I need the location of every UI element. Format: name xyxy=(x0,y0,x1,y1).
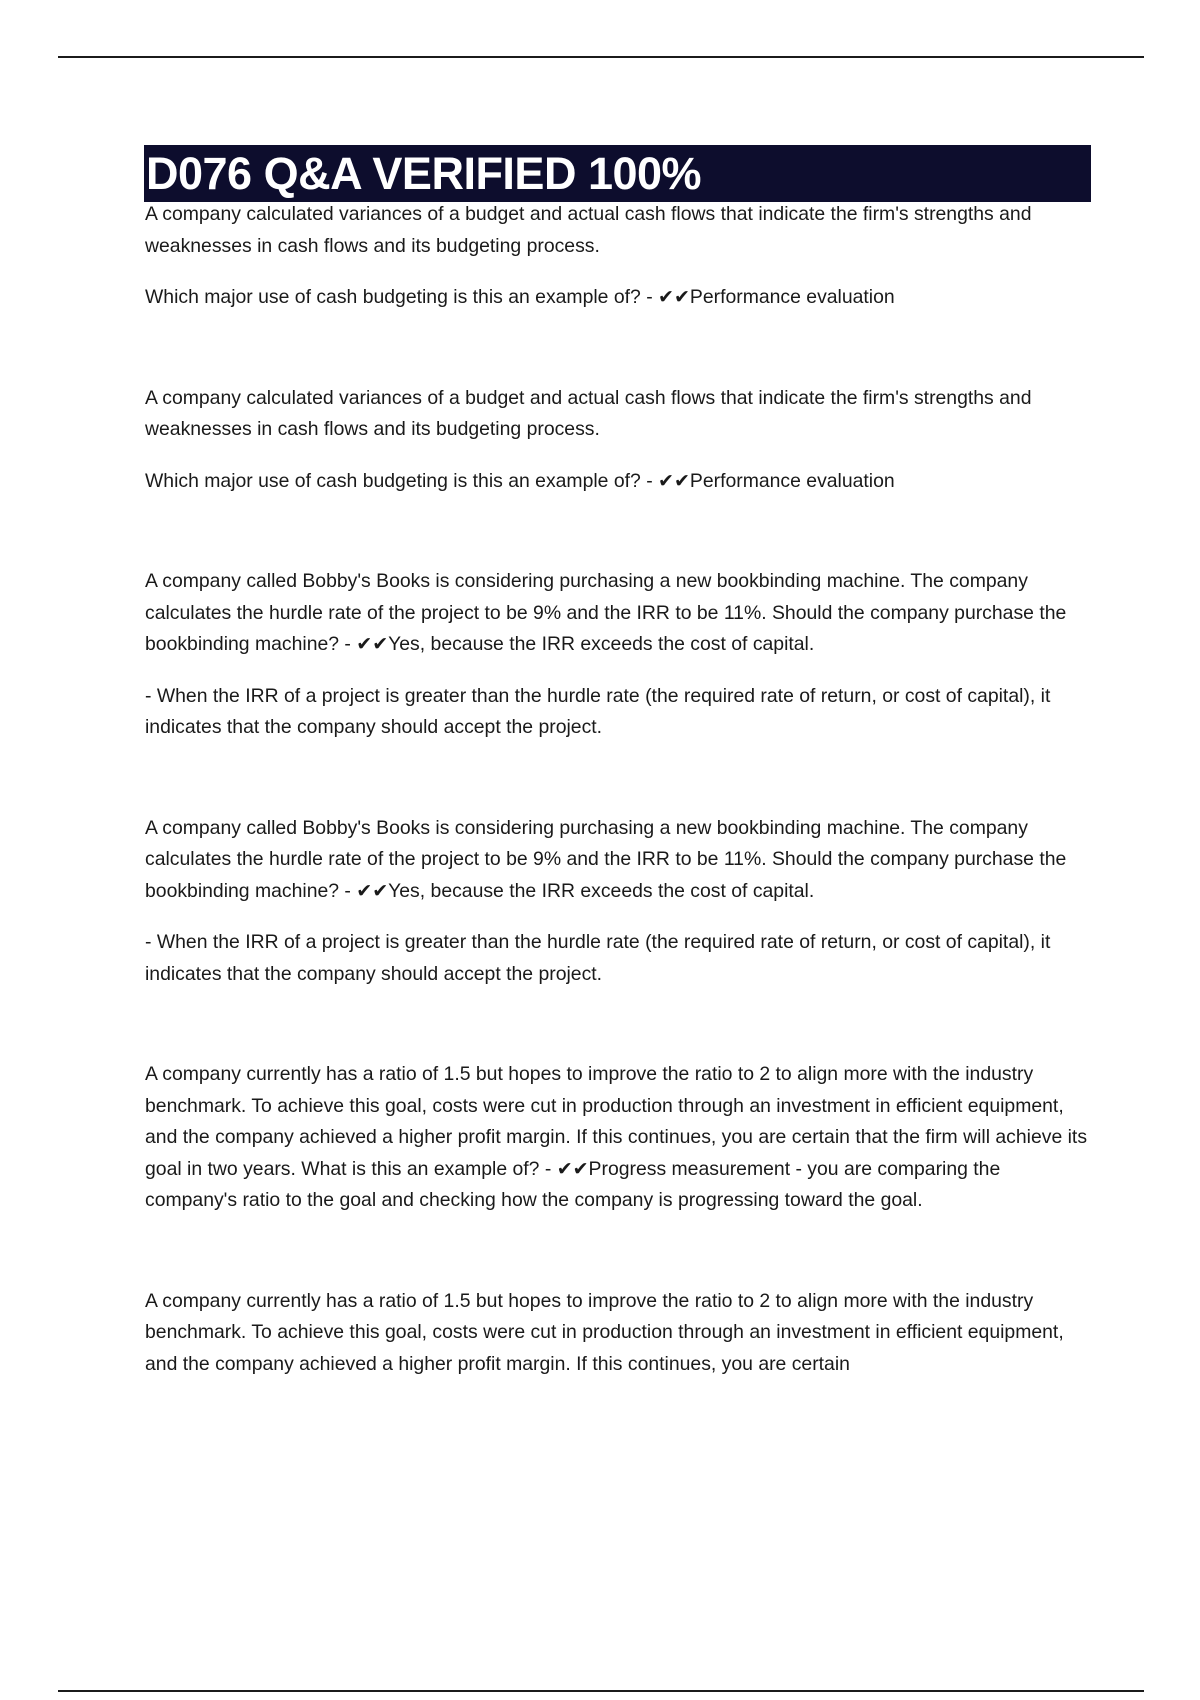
footer-rule xyxy=(58,1690,1144,1692)
double-check-icon: ✔✔ xyxy=(658,469,690,492)
answer-text: Yes, because the IRR exceeds the cost of capital. xyxy=(388,633,815,655)
qa-block xyxy=(145,1286,1090,1381)
qa-block xyxy=(145,566,1090,744)
qa-block xyxy=(145,1059,1090,1217)
qa-block xyxy=(145,199,1090,314)
answer-text: Performance evaluation xyxy=(689,286,895,308)
qa-block xyxy=(145,813,1090,991)
double-check-icon: ✔✔ xyxy=(356,879,389,902)
question-text: A company calculated variances of a budget and actual cash flows that indicate the firm's strengths and weaknesses in cash flows and its budgeting process. xyxy=(145,386,1032,440)
header-rule xyxy=(58,56,1144,58)
question-text: Which major use of cash budgeting is this an example of? - ✔✔Performance evaluation xyxy=(145,469,895,492)
question-text: A company called Bobby's Books is considering purchasing a new bookbinding machine. The company calculates the hurdle rate of the project to be 9% and the IRR to be 11%. Should the company purchase the bookbinding machine? - ✔✔Yes, because the IRR exceeds the cost of capital. xyxy=(145,816,1067,902)
explanation-text: - When the IRR of a project is greater than the hurdle rate (the required rate of return, or cost of capital), it indicates that the company should accept the project. xyxy=(145,684,1051,738)
double-check-icon: ✔✔ xyxy=(658,286,690,308)
qa-block xyxy=(145,383,1090,498)
qa-content xyxy=(145,199,1090,1380)
question-text: Which major use of cash budgeting is this an example of? - ✔✔Performance evaluation xyxy=(145,286,895,308)
question-text: A company called Bobby's Books is considering purchasing a new bookbinding machine. The company calculates the hurdle rate of the project to be 9% and the IRR to be 11%. Should the company purchase the bookbinding machine? - ✔✔Yes, because the IRR exceeds the cost of capital. xyxy=(145,570,1067,655)
question-text: A company currently has a ratio of 1.5 but hopes to improve the ratio to 2 to align more with the industry benchmark. To achieve this goal, costs were cut in production through an investment in efficient equipment, and the company achieved a higher profit margin. If this continues, you are certain that the firm will achieve its goal in two years. What is this an example of? - ✔✔Progress measurement - you are comparing the company's ratio to the goal and checking how the company is progressing toward the goal. xyxy=(145,1063,1088,1211)
double-check-icon: ✔✔ xyxy=(556,1157,589,1180)
answer-text: Yes, because the IRR exceeds the cost of capital. xyxy=(388,879,815,902)
question-text: A company currently has a ratio of 1.5 but hopes to improve the ratio to 2 to align more with the industry benchmark. To achieve this goal, costs were cut in production through an investment in efficient equipment, and the company achieved a higher profit margin. If this continues, you are certain xyxy=(145,1289,1064,1375)
question-text: A company calculated variances of a budget and actual cash flows that indicate the firm's strengths and weaknesses in cash flows and its budgeting process. xyxy=(145,203,1032,257)
document-title: D076 Q&A VERIFIED 100% xyxy=(144,145,1091,202)
explanation-text: - When the IRR of a project is greater than the hurdle rate (the required rate of return, or cost of capital), it indicates that the company should accept the project. xyxy=(145,931,1051,985)
double-check-icon: ✔✔ xyxy=(356,633,389,655)
answer-text: Performance evaluation xyxy=(689,469,895,492)
answer-text: Progress measurement - you are comparing the company's ratio to the goal and checking how the company is progressing toward the goal. xyxy=(145,1157,1001,1211)
